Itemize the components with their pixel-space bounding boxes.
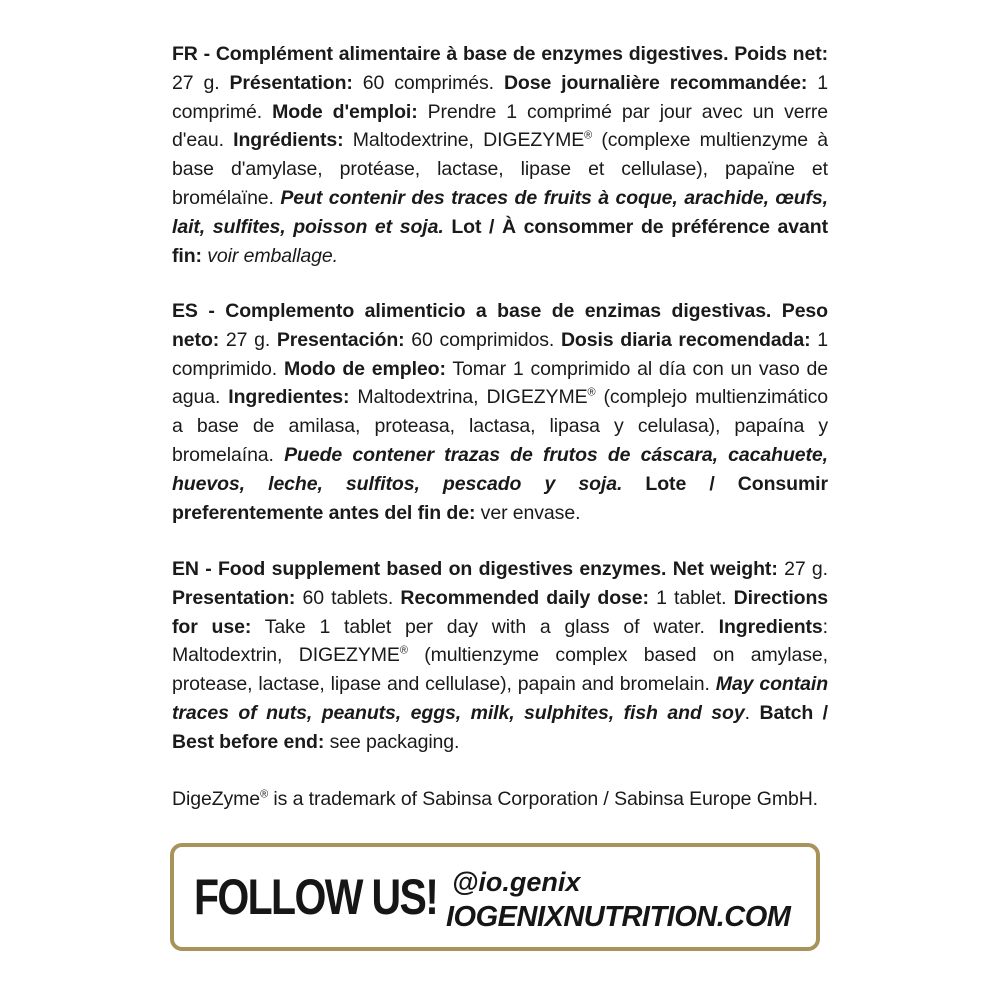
es-dose-value: 1 comprimido. [172, 328, 828, 380]
social-handle[interactable]: @io.genix [452, 867, 581, 897]
en-net-label: Net weight: [672, 558, 778, 580]
fr-net-label: Poids net: [734, 43, 828, 65]
trademark-registered-mark: ® [260, 788, 269, 801]
es-presentation-label: Presentación: [276, 328, 405, 351]
en-registered-mark: ® [399, 644, 408, 657]
fr-registered-mark: ® [584, 129, 593, 142]
fr-title: FR - Complément alimentaire à base de enzymes digestives. [172, 43, 729, 65]
en-allergens: May contain traces of nuts, peanuts, eggs, milk, sulphites, fish and soy [172, 673, 829, 724]
es-ingredients-value-a: Maltodextrina, DIGEZYME [349, 386, 588, 409]
es-ingredients-value-b: (complejo multienzimático a base de amilasa, proteasa, lactasa, lipasa y celulasa), papaína y bromelaína. [172, 386, 828, 466]
en-net-value: 27 g. [777, 558, 828, 580]
trademark-text-b: is a trademark of Sabinsa Corporation / Sabinsa Europe GmbH. [268, 788, 819, 810]
en-title: EN - Food supplement based on digestives enzymes. [172, 558, 667, 580]
trademark-text-a: DigeZyme [172, 788, 261, 810]
es-allergens: Puede contener trazas de frutos de cáscara, cacahuete, huevos, leche, sulfitos, pescado y soja. [172, 443, 828, 495]
fr-presentation-label: Présentation: [229, 71, 353, 94]
en-presentation-value: 60 tablets. [295, 586, 401, 609]
fr-dose-value: 1 comprimé. [172, 71, 828, 123]
fr-lot-value: voir emballage. [201, 244, 338, 267]
spanish-section [172, 297, 828, 527]
website-link[interactable]: IOGENIXNUTRITION.COM [446, 901, 791, 933]
fr-ingredients-value-b: (complexe multienzyme à base d'amylase, protéase, lactase, lipase et cellulase), papaïne et bromélaïne. [172, 129, 828, 209]
fr-net-value: 27 g. [172, 71, 230, 94]
french-section [172, 40, 828, 270]
es-lot-label: Lote / Consumir preferentemente antes del fin de: [172, 472, 828, 524]
es-ingredients-label: Ingredientes: [228, 386, 350, 409]
en-dose-label: Recommended daily dose: [400, 586, 649, 609]
en-dose-value: 1 tablet. [648, 586, 734, 609]
fr-ingredients-label: Ingrédients: [233, 129, 344, 152]
es-dose-label: Dosis diaria recomendada: [560, 328, 811, 351]
fr-lot-label: Lot / À consommer de préférence avant fin: [172, 215, 828, 267]
en-lot-value: see packaging. [324, 730, 460, 753]
fr-usage-label: Mode d'emploi: [272, 100, 418, 123]
es-lot-value: ver envase. [475, 501, 581, 524]
trademark-notice [172, 785, 828, 814]
en-ingredients-colon: : [822, 615, 828, 638]
fr-usage-value: Prendre 1 comprimé par jour avec un verre d'eau. [172, 100, 829, 152]
en-presentation-label: Presentation: [172, 586, 296, 609]
es-registered-mark: ® [587, 386, 596, 399]
es-title: ES - Complemento alimenticio a base de enzimas digestivas. [172, 300, 772, 322]
es-net-label: Peso neto: [172, 300, 828, 351]
fr-ingredients-value-a: Maltodextrine, DIGEZYME [343, 129, 585, 152]
en-ingredients-value-a: Maltodextrin, DIGEZYME [172, 644, 400, 667]
es-usage-value: Tomar 1 comprimido al día con un vaso de agua. [172, 357, 828, 409]
es-usage-label: Modo de empleo: [283, 357, 446, 380]
en-period: . [744, 701, 760, 724]
english-section [172, 555, 828, 757]
en-ingredients-value-b: (multienzyme complex based on amylase, protease, lactase, lipase and cellulase), papain and bromelain. [172, 644, 828, 696]
en-usage-value: Take 1 tablet per day with a glass of water. [251, 615, 719, 638]
fr-presentation-value: 60 comprimés. [352, 71, 504, 94]
en-lot-label: Batch / Best before end: [172, 701, 828, 753]
follow-us-title: FOLLOW US! [194, 869, 438, 925]
en-usage-label: Directions for use: [172, 586, 828, 638]
es-presentation-value: 60 comprimidos. [404, 328, 561, 351]
follow-us-box [170, 843, 820, 951]
es-net-value: 27 g. [219, 328, 277, 351]
fr-allergens: Peut contenir des traces de fruits à coque, arachide, œufs, lait, sulfites, poisson et soja. [172, 186, 828, 238]
fr-dose-label: Dose journalière recommandée: [503, 71, 808, 94]
en-ingredients-label: Ingredients [718, 615, 823, 638]
